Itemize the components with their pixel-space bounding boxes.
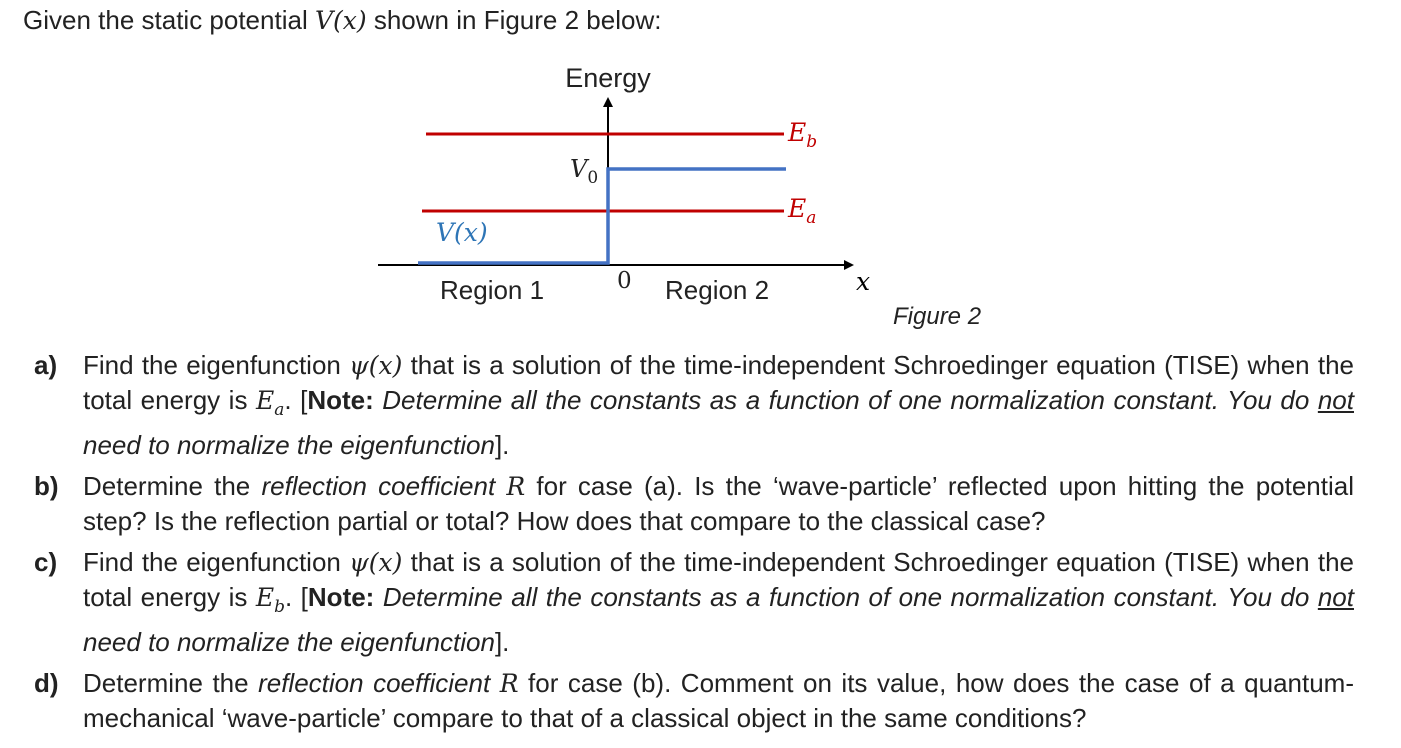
- step-height-label: $V_0$: [570, 155, 599, 188]
- potential-step-figure: [360, 55, 880, 305]
- energy-b-label: $E_b$: [788, 118, 818, 152]
- intro-text-after: shown in Figure 2 below:: [366, 5, 662, 35]
- question-d: [34, 666, 1354, 736]
- note-text: Determine all the constants as a function of one normalization constant. You do: [373, 385, 1318, 415]
- question-b-text: for case (a). Is the ‘wave-particle’ reflected upon hitting the potential step? Is the reflection partial or total? How does that compare to the classical case?: [83, 471, 1354, 536]
- question-a: [34, 348, 1354, 463]
- question-a-text: that is a solution of the time-independent Schroedinger equation (TISE) when the total energy is: [83, 350, 1354, 415]
- reflection-coefficient-term: reflection coefficient: [261, 471, 496, 501]
- psi-symbol: ψ(x): [349, 351, 403, 380]
- region-2-label: Region 2: [665, 275, 770, 305]
- potential-label: V(x): [436, 218, 488, 247]
- note-not-underlined: not: [1317, 385, 1354, 415]
- x-axis-label: x: [856, 267, 871, 296]
- question-c-text: ].: [494, 627, 510, 657]
- question-c-letter: c): [34, 547, 58, 577]
- origin-label: 0: [617, 268, 632, 294]
- question-b-letter: b): [34, 471, 59, 501]
- r-symbol: R: [506, 472, 526, 501]
- question-c-text: Find the eigenfunction: [83, 547, 350, 577]
- question-a-text: . [: [284, 385, 308, 415]
- note-label: Note:: [307, 582, 375, 612]
- energy-a-symbol: $E_a$: [255, 386, 285, 420]
- energy-a-label: $E_a$: [788, 194, 817, 228]
- potential-step-curve: [418, 169, 786, 263]
- question-b: [34, 469, 1354, 539]
- question-list: [34, 348, 1354, 742]
- question-d-letter: d): [34, 668, 59, 698]
- energy-axis-label: Energy: [565, 63, 651, 93]
- intro-sentence: [23, 4, 661, 37]
- figure-caption: Figure 2: [893, 303, 982, 330]
- psi-symbol: ψ(x): [349, 548, 403, 577]
- note-text: need to normalize the eigenfunction: [83, 430, 495, 460]
- question-c: [34, 545, 1354, 660]
- reflection-coefficient-term: reflection coefficient: [258, 668, 491, 698]
- note-not-underlined: not: [1317, 582, 1354, 612]
- note-label: Note:: [307, 385, 374, 415]
- question-c-text: . [: [284, 582, 308, 612]
- question-a-text: ].: [494, 430, 510, 460]
- question-b-text: Determine the: [83, 471, 262, 501]
- note-text: need to normalize the eigenfunction: [83, 627, 495, 657]
- question-d-text: Determine the: [83, 668, 259, 698]
- question-d-text: for case (b). Comment on its value, how does the case of a quantum-mechanical ‘wave-particle’ compare to that of a classical object in the same conditions?: [83, 668, 1354, 733]
- intro-text-before: Given the static potential: [23, 5, 315, 35]
- energy-b-symbol: $E_b$: [255, 583, 285, 617]
- question-c-text: that is a solution of the time-independent Schroedinger equation (TISE) when the total energy is: [83, 547, 1354, 612]
- question-a-letter: a): [34, 350, 58, 380]
- region-1-label: Region 1: [440, 275, 545, 305]
- question-a-text: Find the eigenfunction: [83, 350, 350, 380]
- r-symbol: R: [499, 669, 519, 698]
- intro-potential-symbol: V(x): [314, 6, 367, 35]
- note-text: Determine all the constants as a function of one normalization constant. You do: [374, 582, 1318, 612]
